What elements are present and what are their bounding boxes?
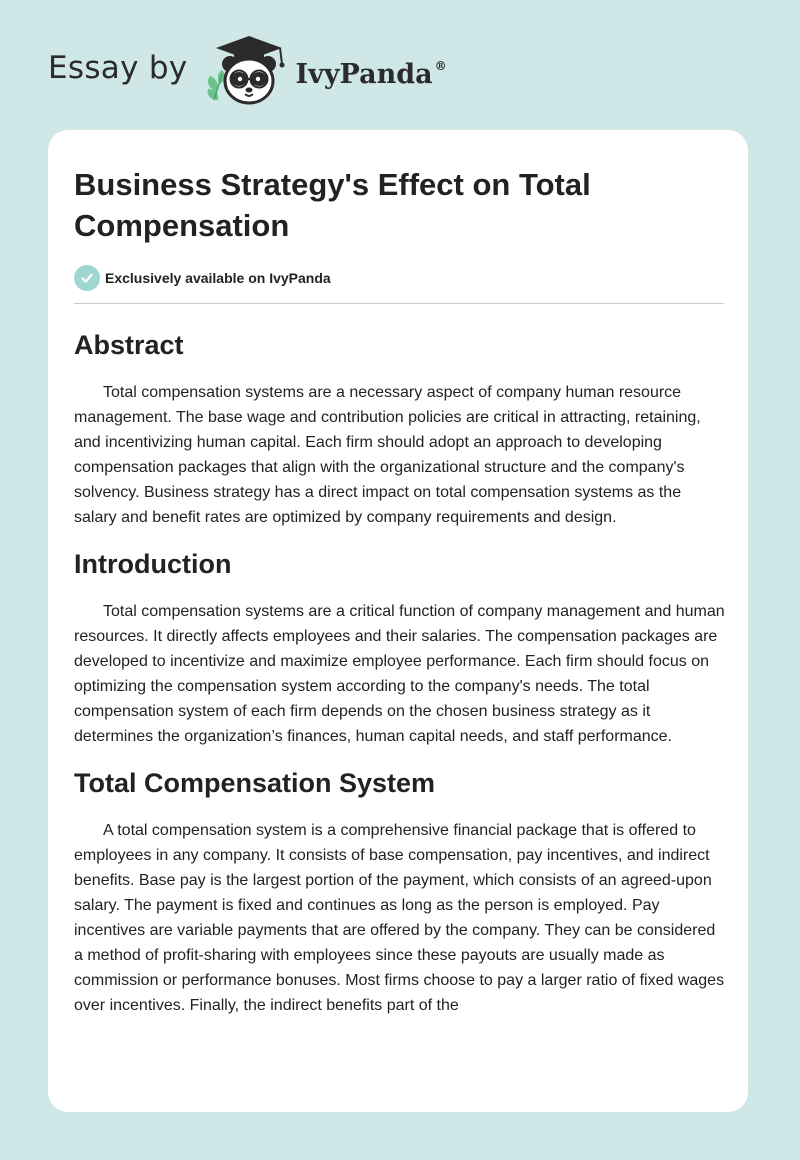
total-compensation-system-paragraph: A total compensation system is a comprehensive financial package that is offered to employees in any company. It consists of base compensation, pay incentives, and indirect benefits. Base pay is the largest portion of the payment, which consists of an agreed-upon salary. The payment is fixed and continues as long as the person is employed. Pay incentives are variable payments that are offered by the company. They can be considered a method of profit-sharing with employees since these payouts are usually made as commission or performance bonuses. Most firms choose to pay a larger ratio of fixed wages over incentives. Finally, the indirect benefits part of the [74, 822, 725, 1014]
abstract-paragraph: Total compensation systems are a necessary aspect of company human resource management. The base wage and contribution policies are critical in attracting, retaining, and incentivizing human capital. Each firm should adopt an approach to developing compensation packages that align with the organizational structure and the company's solvency. Business strategy has a direct impact on total compensation systems as the salary and benefit rates are optimized by company requirements and design. [74, 384, 701, 526]
total-compensation-system-heading: Total Compensation System [74, 768, 436, 798]
registered-mark: ® [434, 58, 447, 73]
essay-content [74, 164, 726, 1018]
site-header [48, 34, 447, 110]
introduction-paragraph: Total compensation systems are a critical function of company management and human resources. It directly affects employees and their salaries. The compensation packages are developed to incentivize and maximize employee performance. Each firm should focus on optimizing the compensation system according to the company's needs. The total compensation system of each firm depends on the chosen business strategy as it determines the organization’s finances, human capital needs, and staff performance. [74, 603, 725, 745]
abstract-heading: Abstract [74, 330, 184, 360]
check-circle-icon [74, 265, 100, 291]
title-divider [74, 303, 724, 304]
panda-graduate-logo-icon[interactable] [202, 34, 294, 110]
brand-name-text: IvyPanda [295, 58, 433, 90]
exclusive-label: Exclusively available on IvyPanda [105, 270, 331, 286]
exclusive-badge [74, 265, 726, 291]
essay-by-label: Essay by [48, 50, 188, 86]
introduction-heading: Introduction [74, 549, 232, 579]
essay-title: Business Strategy's Effect on Total Compensation [74, 167, 591, 243]
brand-name[interactable] [296, 59, 447, 90]
essay-card [48, 130, 748, 1112]
